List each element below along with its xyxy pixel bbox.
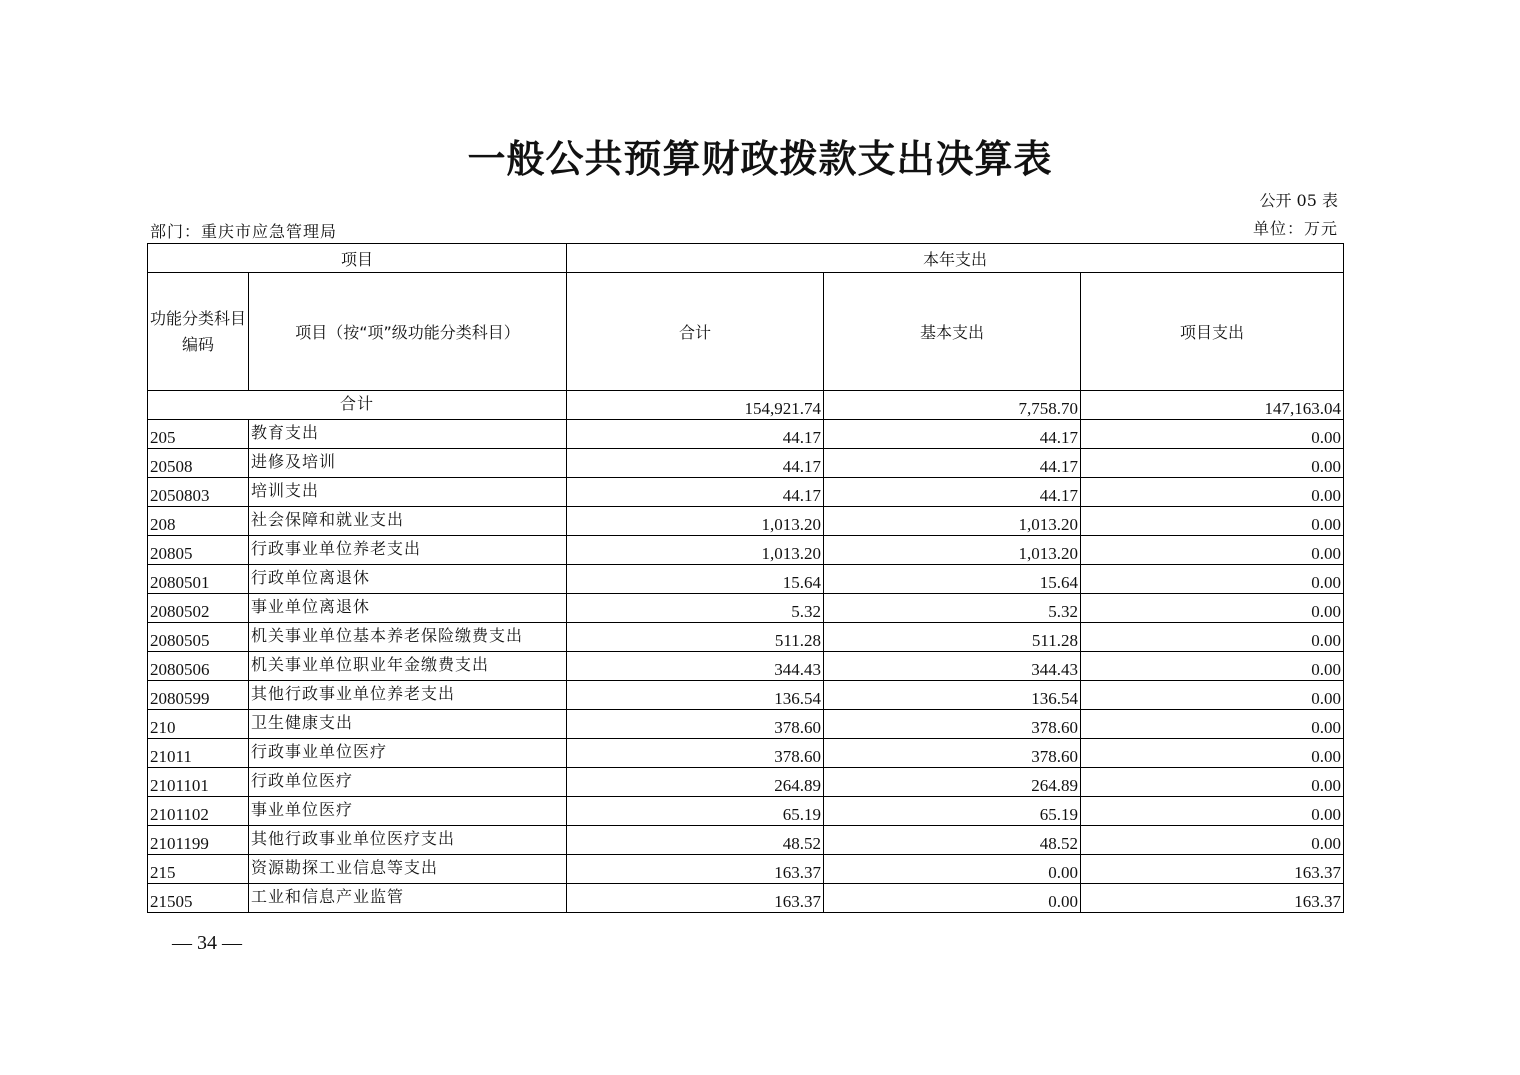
row-basic: 378.60 xyxy=(824,739,1081,768)
row-project: 0.00 xyxy=(1081,623,1344,652)
table-row xyxy=(148,420,1344,449)
row-code: 208 xyxy=(148,507,249,536)
row-code: 215 xyxy=(148,855,249,884)
row-total: 44.17 xyxy=(567,420,824,449)
row-project: 0.00 xyxy=(1081,565,1344,594)
row-name: 进修及培训 xyxy=(249,449,567,478)
row-total: 65.19 xyxy=(567,797,824,826)
form-number: 公开 05 表 xyxy=(1259,191,1338,210)
row-basic: 1,013.20 xyxy=(824,536,1081,565)
row-name: 教育支出 xyxy=(249,420,567,449)
row-basic: 378.60 xyxy=(824,710,1081,739)
page-number: — 34 — xyxy=(172,932,242,954)
expenditure-table xyxy=(147,243,1344,913)
table-row xyxy=(148,826,1344,855)
row-code: 2080506 xyxy=(148,652,249,681)
row-code: 2080501 xyxy=(148,565,249,594)
header-current-year: 本年支出 xyxy=(567,244,1344,273)
row-project: 0.00 xyxy=(1081,768,1344,797)
row-name: 其他行政事业单位养老支出 xyxy=(249,681,567,710)
table-row xyxy=(148,652,1344,681)
row-name: 行政事业单位养老支出 xyxy=(249,536,567,565)
row-total: 511.28 xyxy=(567,623,824,652)
header-item-name: 项目（按“项”级功能分类科目） xyxy=(249,273,567,391)
table-row xyxy=(148,884,1344,913)
header-basic: 基本支出 xyxy=(824,273,1081,391)
header-row-top xyxy=(148,244,1344,273)
header-project-expenditure: 项目支出 xyxy=(1081,273,1344,391)
row-name: 事业单位医疗 xyxy=(249,797,567,826)
row-total: 15.64 xyxy=(567,565,824,594)
row-code: 210 xyxy=(148,710,249,739)
row-code: 2101199 xyxy=(148,826,249,855)
row-total: 1,013.20 xyxy=(567,507,824,536)
row-name: 行政事业单位医疗 xyxy=(249,739,567,768)
row-name: 其他行政事业单位医疗支出 xyxy=(249,826,567,855)
table-row xyxy=(148,855,1344,884)
row-basic: 511.28 xyxy=(824,623,1081,652)
row-total: 163.37 xyxy=(567,884,824,913)
row-name: 行政单位离退休 xyxy=(249,565,567,594)
table-row xyxy=(148,507,1344,536)
row-total: 378.60 xyxy=(567,710,824,739)
row-basic: 44.17 xyxy=(824,449,1081,478)
header-project: 项目 xyxy=(148,244,567,273)
total-row-total: 154,921.74 xyxy=(567,391,824,420)
row-total: 44.17 xyxy=(567,478,824,507)
row-total: 264.89 xyxy=(567,768,824,797)
row-total: 344.43 xyxy=(567,652,824,681)
row-total: 5.32 xyxy=(567,594,824,623)
table-row xyxy=(148,594,1344,623)
table-row xyxy=(148,710,1344,739)
row-project: 0.00 xyxy=(1081,797,1344,826)
unit-label: 单位：万元 xyxy=(1252,219,1338,238)
row-name: 工业和信息产业监管 xyxy=(249,884,567,913)
row-code: 2080599 xyxy=(148,681,249,710)
row-project: 0.00 xyxy=(1081,739,1344,768)
row-total: 48.52 xyxy=(567,826,824,855)
row-code: 20508 xyxy=(148,449,249,478)
row-code: 21011 xyxy=(148,739,249,768)
row-code: 2080505 xyxy=(148,623,249,652)
page-title: 一般公共预算财政拨款支出决算表 xyxy=(467,136,1053,181)
row-basic: 0.00 xyxy=(824,884,1081,913)
row-project: 0.00 xyxy=(1081,826,1344,855)
row-basic: 5.32 xyxy=(824,594,1081,623)
table-row xyxy=(148,478,1344,507)
row-total: 136.54 xyxy=(567,681,824,710)
row-project: 0.00 xyxy=(1081,710,1344,739)
department-label: 部门：重庆市应急管理局 xyxy=(150,222,338,241)
row-project: 163.37 xyxy=(1081,855,1344,884)
header-total: 合计 xyxy=(567,273,824,391)
row-name: 卫生健康支出 xyxy=(249,710,567,739)
table-row xyxy=(148,623,1344,652)
row-basic: 48.52 xyxy=(824,826,1081,855)
row-name: 社会保障和就业支出 xyxy=(249,507,567,536)
row-name: 资源勘探工业信息等支出 xyxy=(249,855,567,884)
row-code: 20805 xyxy=(148,536,249,565)
total-row xyxy=(148,391,1344,420)
row-project: 0.00 xyxy=(1081,652,1344,681)
row-project: 0.00 xyxy=(1081,449,1344,478)
row-basic: 15.64 xyxy=(824,565,1081,594)
header-row-sub xyxy=(148,273,1344,391)
row-name: 机关事业单位职业年金缴费支出 xyxy=(249,652,567,681)
row-basic: 44.17 xyxy=(824,478,1081,507)
row-name: 行政单位医疗 xyxy=(249,768,567,797)
row-name: 培训支出 xyxy=(249,478,567,507)
row-basic: 1,013.20 xyxy=(824,507,1081,536)
row-name: 机关事业单位基本养老保险缴费支出 xyxy=(249,623,567,652)
row-project: 0.00 xyxy=(1081,536,1344,565)
total-row-basic: 7,758.70 xyxy=(824,391,1081,420)
row-code: 2050803 xyxy=(148,478,249,507)
row-project: 0.00 xyxy=(1081,420,1344,449)
table-row xyxy=(148,536,1344,565)
row-total: 378.60 xyxy=(567,739,824,768)
total-row-label: 合计 xyxy=(148,391,567,420)
row-total: 44.17 xyxy=(567,449,824,478)
row-project: 0.00 xyxy=(1081,681,1344,710)
table-row xyxy=(148,797,1344,826)
table-row xyxy=(148,739,1344,768)
row-project: 0.00 xyxy=(1081,594,1344,623)
header-code: 功能分类科目编码 xyxy=(148,273,249,391)
row-basic: 44.17 xyxy=(824,420,1081,449)
table-row xyxy=(148,565,1344,594)
row-code: 2101101 xyxy=(148,768,249,797)
row-basic: 136.54 xyxy=(824,681,1081,710)
row-project: 0.00 xyxy=(1081,507,1344,536)
row-project: 0.00 xyxy=(1081,478,1344,507)
row-total: 163.37 xyxy=(567,855,824,884)
row-basic: 344.43 xyxy=(824,652,1081,681)
row-code: 21505 xyxy=(148,884,249,913)
row-basic: 0.00 xyxy=(824,855,1081,884)
row-basic: 65.19 xyxy=(824,797,1081,826)
table-row xyxy=(148,768,1344,797)
row-code: 2101102 xyxy=(148,797,249,826)
row-code: 2080502 xyxy=(148,594,249,623)
row-total: 1,013.20 xyxy=(567,536,824,565)
table-row xyxy=(148,681,1344,710)
row-project: 163.37 xyxy=(1081,884,1344,913)
row-code: 205 xyxy=(148,420,249,449)
row-name: 事业单位离退休 xyxy=(249,594,567,623)
table-row xyxy=(148,449,1344,478)
row-basic: 264.89 xyxy=(824,768,1081,797)
total-row-project: 147,163.04 xyxy=(1081,391,1344,420)
